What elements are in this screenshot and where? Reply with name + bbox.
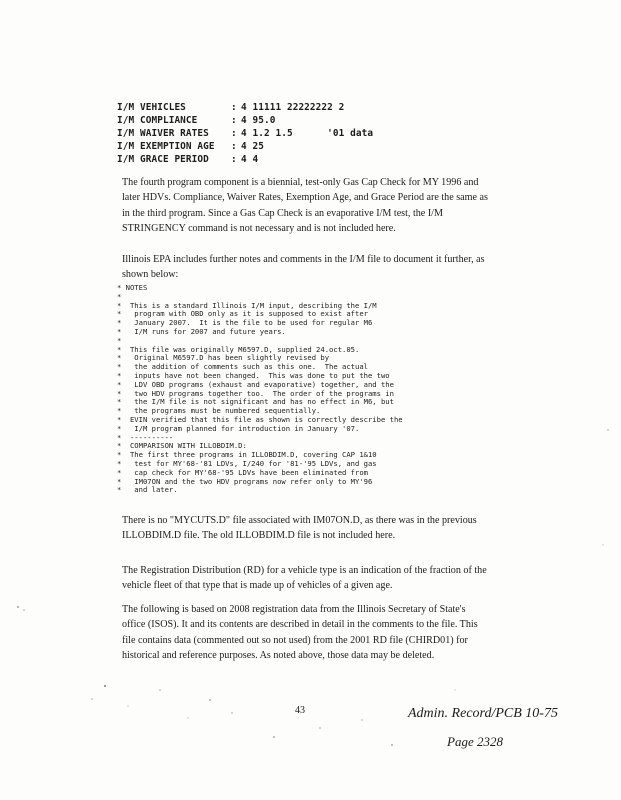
notes-line: * two HDV programs together too. The order of the programs in: [117, 388, 394, 398]
param-name: I/M WAIVER RATES: [117, 128, 209, 139]
notes-line: * and later.: [117, 485, 178, 495]
paragraph-illinois-epa: Illinois EPA includes further notes and comments in the I/M file to document it further, as shown below:: [122, 254, 485, 281]
im-parameter-block: [117, 101, 373, 166]
param-value: 4 4: [241, 154, 259, 165]
notes-line: * COMPARISON WITH ILLOBDIM.D:: [117, 441, 247, 451]
page-stamp: Page 2328: [447, 734, 503, 749]
notes-line: * the I/M file is not significant and has no effect in M6, but: [117, 397, 394, 407]
param-row: I/M VEHICLES : 4 11111 22222222 2: [117, 102, 345, 113]
notes-line: * the programs must be numbered sequentially.: [117, 406, 321, 416]
notes-line: * I/M runs for 2007 and future years.: [117, 326, 286, 336]
notes-line: * I/M program planned for introduction in January '07.: [117, 423, 360, 433]
paragraph-following: The following is based on 2008 registration data from the Illinois Secretary of State's office (ISOS). It and its contents are described in detail in the comments to the file. This file contains data (commented out so not used) from the 2001 RD file (CHIRD01) for historical and reference purposes. As noted above, those data may be deleted.: [122, 604, 478, 661]
param-value: 4 11111 22222222 2: [241, 102, 345, 113]
param-value: 4 95.0: [241, 115, 276, 126]
notes-line: * test for MY'68-'81 LDVs, I/240 for '81-'95 LDVs, and gas: [117, 458, 377, 468]
notes-code-block: [117, 284, 477, 495]
param-name: I/M EXEMPTION AGE: [117, 141, 215, 152]
notes-line: * EVIN verified that this file as shown is correctly describe the: [117, 414, 403, 424]
notes-line: * Original M6597.D has been slightly revised by: [117, 353, 330, 363]
param-row: I/M WAIVER RATES : 4 1.2 1.5 '01 data: [117, 128, 374, 139]
notes-line: * This is a standard Illinois I/M input, describing the I/M: [117, 300, 377, 310]
param-name: I/M COMPLIANCE: [117, 115, 198, 126]
notes-line: * program with OBD only as it is supposed to exist after: [117, 309, 368, 319]
param-row: I/M COMPLIANCE : 4 95.0: [117, 115, 276, 126]
notes-line: * cap check for MY'68-'95 LDVs have been eliminated from: [117, 467, 368, 477]
param-name: I/M GRACE PERIOD: [117, 154, 209, 165]
notes-line: * inputs have not been changed. This was done to put the two: [117, 370, 390, 380]
paragraph-mycuts: There is no "MYCUTS.D" file associated with IM07ON.D, as there was in the previous ILLOBDIM.D file. The old ILLOBDIM.D file is not included here.: [122, 515, 477, 542]
paragraph-registration: The Registration Distribution (RD) for a vehicle type is an indication of the fraction of the vehicle fleet of that type that is made up of vehicles of a given age.: [122, 565, 487, 592]
paragraph-fourth-program: The fourth program component is a biennial, test-only Gas Cap Check for MY 1996 and later HDVs. Compliance, Waiver Rates, Exemption Age, and Grace Period are the same as in the third program. Since a Gas Cap Check is an evaporative I/M test, the I/M STRINGENCY command is not necessary and is not included here.: [122, 177, 488, 234]
admin-record-stamp: Admin. Record/PCB 10-75: [408, 706, 558, 721]
page-number: 43: [295, 705, 305, 716]
notes-line: * NOTES: [117, 283, 148, 292]
notes-line: * LDV OBD programs (exhaust and evaporative) together, and the: [117, 379, 394, 389]
notes-line: * January 2007. It is the file to be used for regular M6: [117, 318, 373, 328]
notes-line: * This file was originally M6597.D, supplied 24.oct.05.: [117, 344, 360, 354]
param-value: 4 1.2 1.5 '01 data: [241, 128, 374, 139]
notes-line: *: [117, 335, 122, 345]
notes-line: * ----------: [117, 432, 174, 442]
notes-line: * IM07ON and the two HDV programs now refer only to MY'96: [117, 476, 373, 486]
param-value: 4 25: [241, 141, 264, 152]
param-row: I/M EXEMPTION AGE : 4 25: [117, 141, 264, 152]
notes-line: * the addition of comments such as this one. The actual: [117, 362, 368, 372]
notes-line: *: [117, 291, 122, 301]
param-row: I/M GRACE PERIOD : 4 4: [117, 154, 259, 165]
param-name: I/M VEHICLES: [117, 102, 186, 113]
notes-line: * The first three programs in ILLOBDIM.D, covering CAP 1&10: [117, 450, 377, 460]
